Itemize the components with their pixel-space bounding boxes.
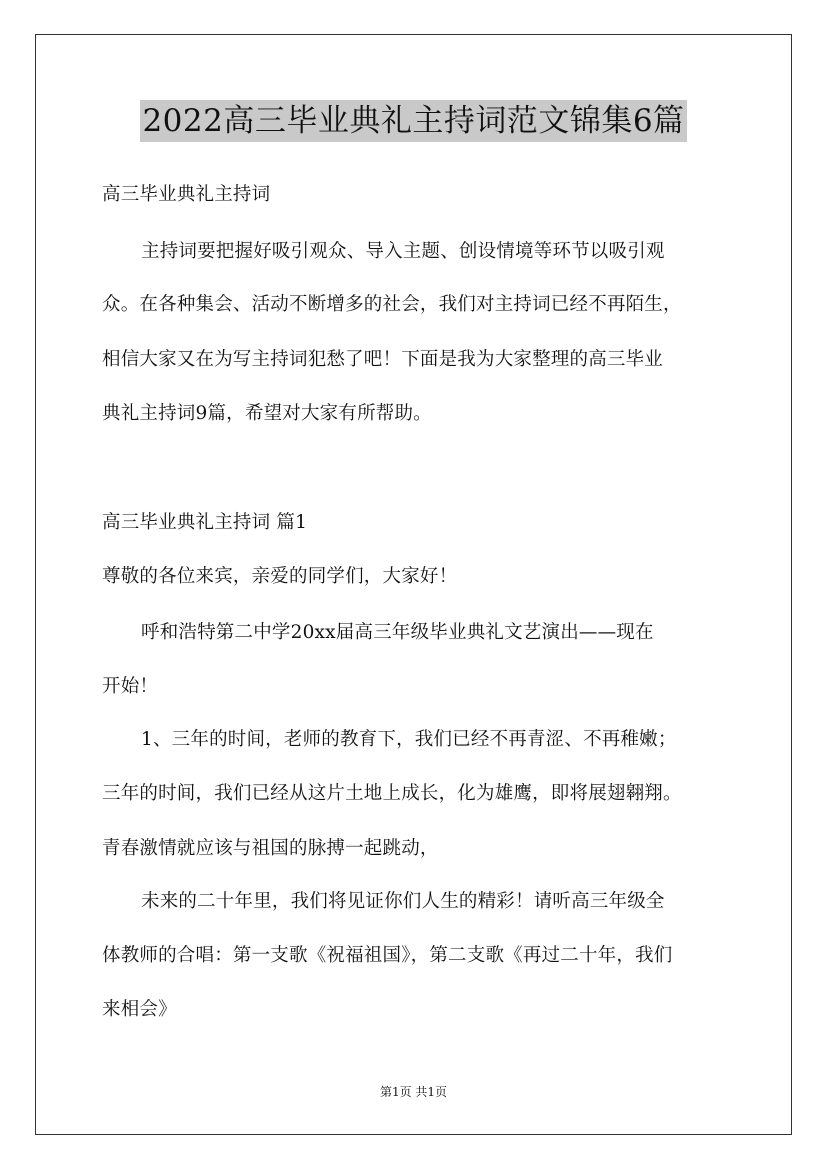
paragraph-line: 相信大家又在为写主持词犯愁了吧！下面是我为大家整理的高三毕业 — [102, 349, 664, 370]
section-heading: 高三毕业典礼主持词 — [102, 184, 271, 205]
paragraph-line: 1、三年的时间，老师的教育下，我们已经不再青涩、不再稚嫩； — [141, 729, 677, 750]
paragraph-line: 主持词要把握好吸引观众、导入主题、创设情境等环节以吸引观 — [141, 241, 665, 262]
document-title: 2022高三毕业典礼主持词范文锦集6篇 — [140, 100, 686, 142]
paragraph-line: 典礼主持词9篇，希望对大家有所帮助。 — [102, 403, 432, 424]
section-heading: 高三毕业典礼主持词 篇1 — [102, 512, 308, 533]
paragraph-line: 尊敬的各位来宾，亲爱的同学们，大家好！ — [102, 566, 458, 587]
paragraph-line: 未来的二十年里，我们将见证你们人生的精彩！请听高三年级全 — [141, 891, 665, 912]
paragraph-line: 来相会》 — [102, 999, 177, 1020]
page-footer: 第1页 共1页 — [379, 1085, 448, 1099]
paragraph-line: 体教师的合唱：第一支歌《祝福祖国》，第二支歌《再过二十年，我们 — [102, 945, 673, 966]
title-container — [0, 100, 827, 142]
paragraph-line: 众。在各种集会、活动不断增多的社会，我们对主持词已经不再陌生， — [102, 294, 682, 315]
paragraph-line: 开始！ — [102, 676, 159, 697]
paragraph-line: 三年的时间，我们已经从这片土地上成长，化为雄鹰，即将展翅翱翔。 — [102, 783, 682, 804]
paragraph-line: 青春激情就应该与祖国的脉搏一起跳动， — [102, 838, 439, 859]
paragraph-line: 呼和浩特第二中学20xx届高三年级毕业典礼文艺演出——现在 — [141, 622, 654, 643]
